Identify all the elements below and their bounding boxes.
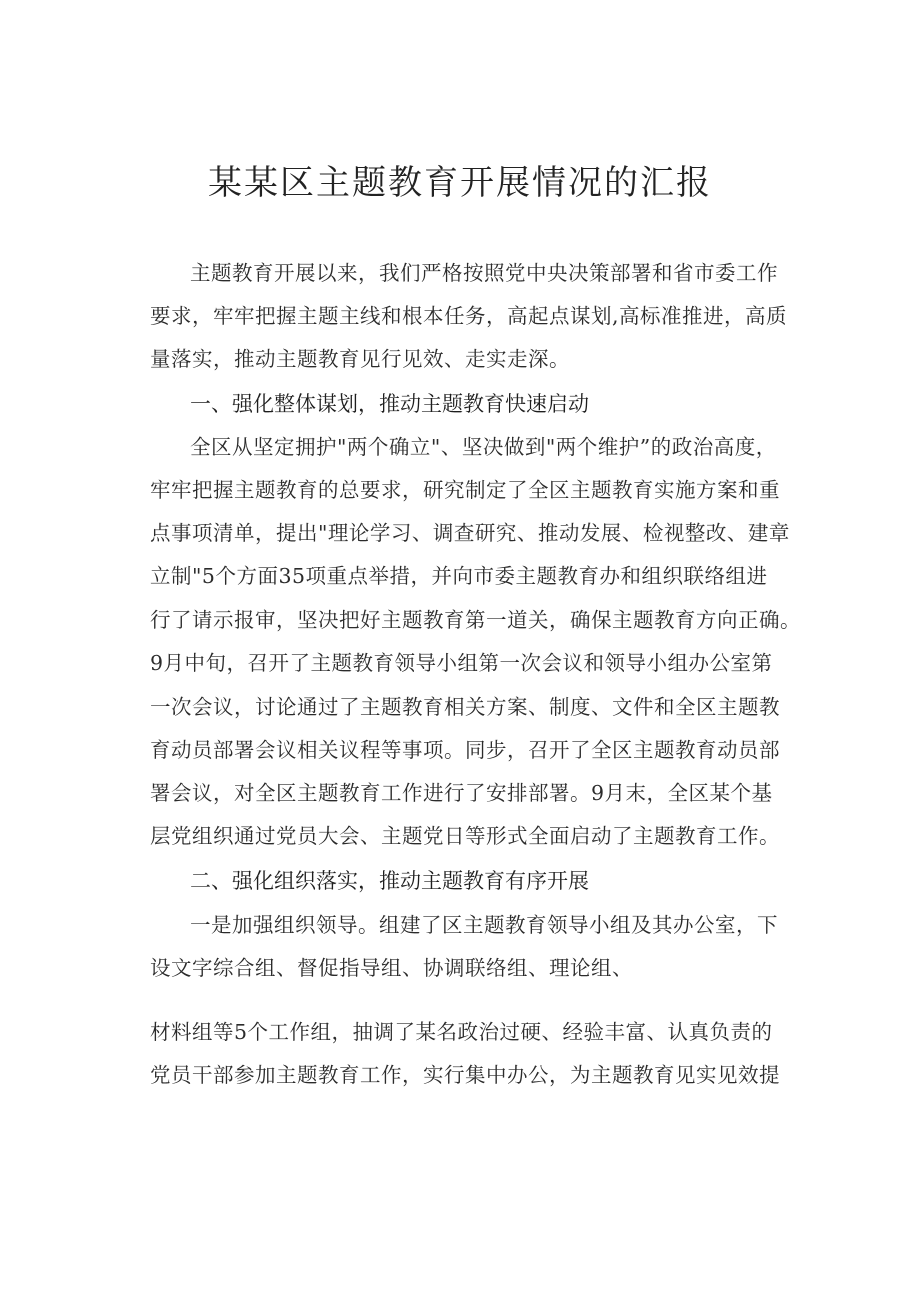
- paragraph-line: 党员干部参加主题教育工作，实行集中办公，为主题教育见实见效提: [150, 1063, 780, 1087]
- paragraph-line: 量落实，推动主题教育见行见效、走实走深。: [150, 347, 570, 371]
- paragraph-line: 设文字综合组、督促指导组、协调联络组、理论组、: [150, 956, 633, 980]
- paragraph-line: 层党组织通过党员大会、主题党日等形式全面启动了主题教育工作。: [150, 824, 780, 848]
- section-heading-1: 一、强化整体谋划，推动主题教育快速启动: [190, 392, 589, 416]
- paragraph-line: 行了请示报审，坚决把好主题教育第一道关，确保主题教育方向正确。: [150, 608, 801, 632]
- paragraph-line: 署会议，对全区主题教育工作进行了安排部署。9月末，全区某个基: [150, 781, 773, 805]
- paragraph-line: 9月中旬，召开了主题教育领导小组第一次会议和领导小组办公室第: [150, 651, 773, 675]
- section-heading-2: 二、强化组织落实，推动主题教育有序开展: [190, 869, 589, 893]
- paragraph-line: 育动员部署会议相关议程等事项。同步，召开了全区主题教育动员部: [150, 738, 780, 762]
- paragraph-line: 牢牢把握主题教育的总要求，研究制定了全区主题教育实施方案和重: [150, 478, 780, 502]
- paragraph-line: 一次会议，讨论通过了主题教育相关方案、制度、文件和全区主题教: [150, 695, 780, 719]
- paragraph-line: 要求，牢牢把握主题主线和根本任务，高起点谋划,高标准推进，高质: [150, 304, 788, 328]
- paragraph-line: 材料组等5个工作组，抽调了某名政治过硬、经验丰富、认真负责的: [150, 1020, 773, 1044]
- paragraph-line: 立制"5个方面35项重点举措，并向市委主题教育办和组织联络组进: [150, 564, 768, 588]
- paragraph-line: 全区从坚定拥护"两个确立"、坚决做到"两个维护”的政治高度，: [190, 435, 777, 459]
- document-title: 某某区主题教育开展情况的汇报: [208, 163, 712, 203]
- paragraph-line: 一是加强组织领导。组建了区主题教育领导小组及其办公室，下: [190, 913, 778, 937]
- paragraph-line: 主题教育开展以来，我们严格按照党中央决策部署和省市委工作: [190, 261, 778, 285]
- paragraph-line: 点事项清单，提出"理论学习、调查研究、推动发展、检视整改、建章: [150, 521, 790, 545]
